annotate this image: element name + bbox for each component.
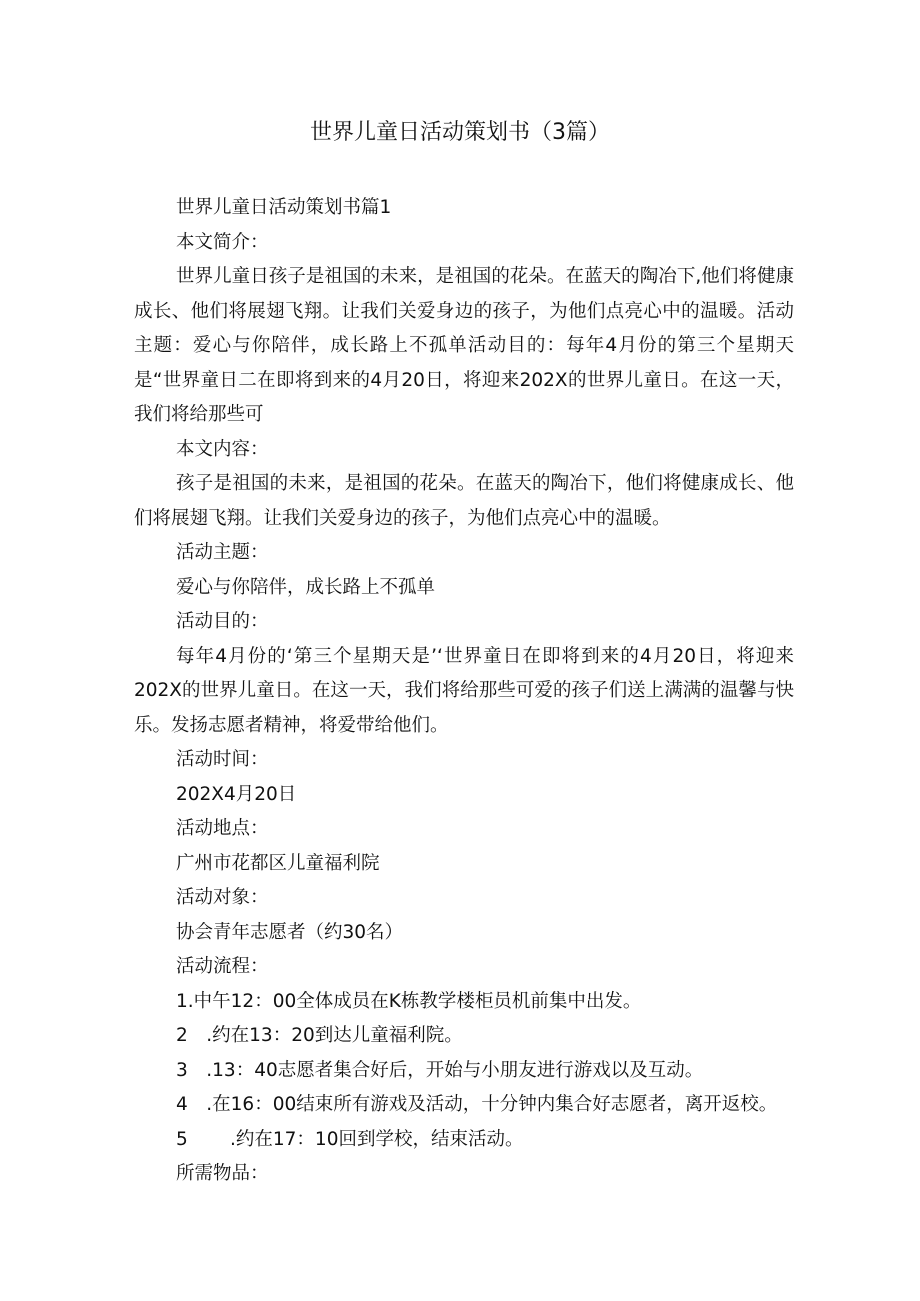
flow-step-text: 约在13：20到达儿童福利院。 — [212, 1025, 463, 1046]
time-label: 活动时间： — [176, 749, 269, 770]
intro-label: 本文简介： — [176, 231, 269, 253]
flow-step-number: 4 . — [176, 1094, 213, 1115]
flow-step — [134, 1088, 794, 1123]
section-heading: 世界儿童日活动策划书篇1 — [176, 197, 392, 218]
flow-step — [134, 1123, 794, 1158]
flow-step — [134, 1019, 794, 1054]
content-paragraph: 孩子是祖国的未来，是祖国的花朵。在蓝天的陶冶下，他们将健康成长、他们将展翅飞翔。让我们关爱身边的孩子，为他们点亮心中的温暖。 — [134, 473, 794, 529]
time-value: 202X4月20日 — [176, 783, 297, 805]
intro-paragraph: 世界儿童日孩子是祖国的未来，是祖国的花朵。在蓝天的陶冶下,他们将健康成长、他们将展翅飞翔。让我们关爱身边的孩子，为他们点亮心中的温暖。活动主题：爱心与你陪伴，成长路上不孤单活动目的：每年4月份的第三个星期天是“世界童日二在即将到来的4月20日，将迎来202X的世界儿童日。在这一天，我们将给那些可 — [134, 266, 794, 425]
purpose-label: 活动目的： — [176, 611, 269, 632]
document-title: 世界儿童日活动策划书（3篇） — [310, 120, 610, 145]
items-label: 所需物品： — [176, 1163, 269, 1184]
target-label: 活动对象： — [176, 887, 269, 908]
flow-step-text: 13：40志愿者集合好后，开始与小朋友进行游戏以及互动。 — [212, 1059, 704, 1081]
content-label: 本文内容： — [176, 438, 269, 460]
flow-step — [134, 985, 794, 1020]
flow-step — [134, 1054, 794, 1089]
flow-steps-list — [134, 985, 794, 1158]
target-value: 协会青年志愿者（约30名） — [176, 921, 404, 943]
place-label: 活动地点： — [176, 818, 269, 839]
flow-step-number: 2 . — [176, 1025, 213, 1046]
theme-value: 爱心与你陪伴，成长路上不孤单 — [176, 576, 436, 598]
purpose-paragraph: 每年4月份的‘第三个星期天是’‘世界童日在即将到来的4月20日，将迎来202X的世界儿童日。在这一天，我们将给那些可爱的孩子们送上满满的温馨与快乐。发扬志愿者精神，将爱带给他们。 — [134, 645, 794, 736]
flow-step-text: .约在17：10回到学校，结束活动。 — [230, 1128, 524, 1150]
flow-step-number: 3 . — [176, 1059, 213, 1081]
flow-step-number: 1. — [176, 990, 194, 1012]
document-body — [134, 191, 794, 1192]
flow-step-number: 5 — [176, 1128, 188, 1150]
flow-step-text: 在16：00结束所有游戏及活动，十分钟内集合好志愿者，离开返校。 — [212, 1094, 778, 1115]
flow-step-text: 中午12：00全体成员在K栋教学楼柜员机前集中出发。 — [193, 990, 642, 1012]
flow-label: 活动流程： — [176, 956, 269, 977]
theme-label: 活动主题： — [176, 542, 269, 563]
place-value: 广州市花都区儿童福利院 — [176, 852, 380, 874]
